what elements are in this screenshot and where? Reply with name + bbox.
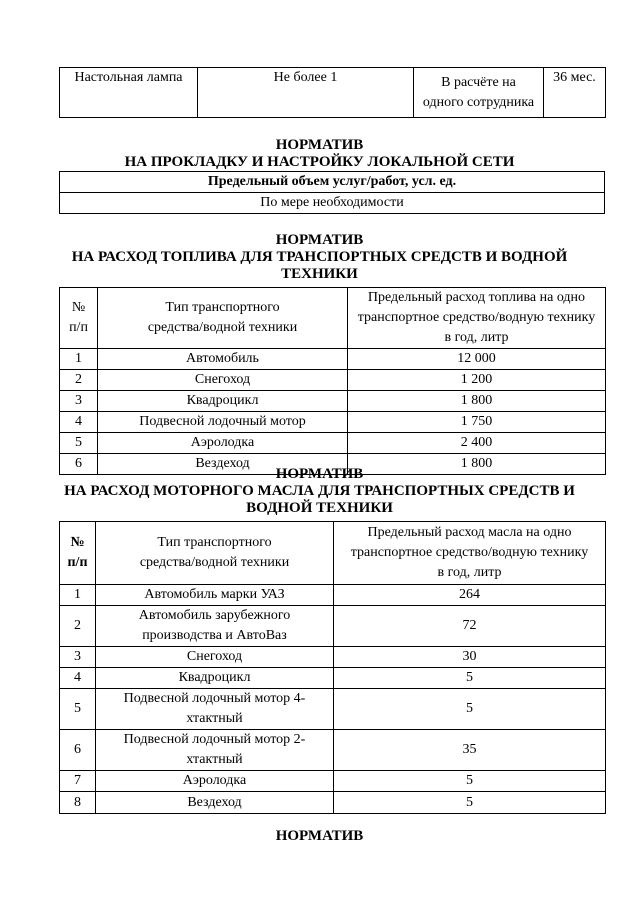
oil-col1-line1: № bbox=[70, 535, 85, 550]
next-title-line1: НОРМАТИВ bbox=[275, 828, 364, 844]
oil-title-line1: НОРМАТИВ bbox=[275, 466, 364, 482]
fuel-row-type: Подвесной лодочный мотор bbox=[98, 412, 348, 433]
table-row bbox=[60, 585, 606, 606]
fuel-col2-line1: Тип транспортного bbox=[165, 300, 280, 315]
oil-row-value: 35 bbox=[334, 730, 606, 771]
oil-row-type bbox=[96, 689, 334, 730]
fuel-row-value: 1 200 bbox=[348, 370, 606, 391]
fuel-col2-header bbox=[98, 288, 348, 349]
table-row bbox=[60, 68, 606, 118]
network-header-cell: Предельный объем услуг/работ, усл. ед. bbox=[60, 172, 605, 193]
oil-row-number: 6 bbox=[60, 730, 96, 771]
oil-row-type: Вездеход bbox=[96, 792, 334, 814]
oil-row-type: Квадроцикл bbox=[96, 668, 334, 689]
lamp-name-cell: Настольная лампа bbox=[60, 68, 198, 118]
oil-row-value: 5 bbox=[334, 792, 606, 814]
fuel-row-type: Аэролодка bbox=[98, 433, 348, 454]
fuel-row-value: 1 800 bbox=[348, 454, 606, 475]
oil-row-type bbox=[96, 606, 334, 647]
table-row bbox=[60, 370, 606, 391]
fuel-title-line1: НОРМАТИВ bbox=[275, 232, 364, 248]
table-row bbox=[60, 647, 606, 668]
table-row bbox=[60, 668, 606, 689]
oil-row-type: Снегоход bbox=[96, 647, 334, 668]
oil-col1-header bbox=[60, 522, 96, 585]
oil-col3-line3: в год, литр bbox=[437, 565, 502, 580]
fuel-row-number: 5 bbox=[60, 433, 98, 454]
fuel-row-number: 4 bbox=[60, 412, 98, 433]
oil-table bbox=[59, 521, 606, 814]
oil-row-number: 5 bbox=[60, 689, 96, 730]
lamp-basis-line2: одного сотрудника bbox=[422, 94, 535, 110]
oil-row-value: 30 bbox=[334, 647, 606, 668]
fuel-col1-header bbox=[60, 288, 98, 349]
oil-title-line2: НА РАСХОД МОТОРНОГО МАСЛА ДЛЯ ТРАНСПОРТНЫХ СРЕДСТВ И bbox=[64, 483, 575, 499]
fuel-row-value: 1 750 bbox=[348, 412, 606, 433]
fuel-col3-line3: в год, литр bbox=[444, 330, 509, 345]
oil-row-type: Автомобиль марки УАЗ bbox=[96, 585, 334, 606]
table-row bbox=[60, 771, 606, 792]
oil-row-type-line1: Подвесной лодочный мотор 2- bbox=[123, 732, 306, 747]
fuel-heading bbox=[0, 232, 639, 283]
fuel-col3-line1: Предельный расход топлива на одно bbox=[367, 290, 586, 305]
oil-row-type-line2: производства и АвтоВаз bbox=[142, 628, 287, 643]
fuel-row-number: 2 bbox=[60, 370, 98, 391]
table-row bbox=[60, 172, 605, 193]
table-row bbox=[60, 730, 606, 771]
lamp-basis-cell bbox=[414, 68, 544, 118]
fuel-row-value: 12 000 bbox=[348, 349, 606, 370]
oil-row-value: 264 bbox=[334, 585, 606, 606]
lamp-quantity-cell: Не более 1 bbox=[198, 68, 414, 118]
fuel-row-type: Автомобиль bbox=[98, 349, 348, 370]
oil-row-number: 2 bbox=[60, 606, 96, 647]
oil-row-type bbox=[96, 730, 334, 771]
fuel-row-number: 3 bbox=[60, 391, 98, 412]
oil-row-type: Аэролодка bbox=[96, 771, 334, 792]
table-row bbox=[60, 606, 606, 647]
oil-heading bbox=[0, 466, 639, 517]
table-row bbox=[60, 433, 606, 454]
fuel-col1-line1: № bbox=[71, 300, 86, 315]
fuel-col3-line2: транспортное средство/водную технику bbox=[357, 310, 596, 325]
fuel-row-type: Снегоход bbox=[98, 370, 348, 391]
oil-row-value: 5 bbox=[334, 771, 606, 792]
table-row bbox=[60, 412, 606, 433]
oil-row-number: 4 bbox=[60, 668, 96, 689]
fuel-title-line2: НА РАСХОД ТОПЛИВА ДЛЯ ТРАНСПОРТНЫХ СРЕДСТВ И ВОДНОЙ bbox=[71, 249, 568, 265]
oil-title-line3: ВОДНОЙ ТЕХНИКИ bbox=[246, 500, 393, 516]
oil-row-type-line2: хтактный bbox=[186, 752, 243, 767]
oil-col2-line2: средства/водной техники bbox=[139, 555, 290, 570]
table-row bbox=[60, 349, 606, 370]
oil-row-type-line2: хтактный bbox=[186, 711, 243, 726]
fuel-row-type: Квадроцикл bbox=[98, 391, 348, 412]
oil-col3-header bbox=[334, 522, 606, 585]
network-table bbox=[59, 171, 605, 214]
oil-row-number: 3 bbox=[60, 647, 96, 668]
network-title-line1: НОРМАТИВ bbox=[275, 137, 364, 153]
oil-col2-line1: Тип транспортного bbox=[157, 535, 272, 550]
table-row bbox=[60, 689, 606, 730]
network-title-line2: НА ПРОКЛАДКУ И НАСТРОЙКУ ЛОКАЛЬНОЙ СЕТИ bbox=[124, 154, 515, 170]
table-row bbox=[60, 522, 606, 585]
fuel-col1-line2: п/п bbox=[69, 320, 88, 335]
fuel-row-value: 1 800 bbox=[348, 391, 606, 412]
fuel-row-type: Вездеход bbox=[98, 454, 348, 475]
network-heading bbox=[0, 137, 639, 171]
oil-row-type-line1: Автомобиль зарубежного bbox=[138, 608, 291, 623]
table-row bbox=[60, 391, 606, 412]
table-row bbox=[60, 288, 606, 349]
fuel-row-number: 6 bbox=[60, 454, 98, 475]
oil-col1-line2: п/п bbox=[67, 555, 88, 570]
oil-row-type-line1: Подвесной лодочный мотор 4- bbox=[123, 691, 306, 706]
oil-row-number: 7 bbox=[60, 771, 96, 792]
table-row bbox=[60, 193, 605, 214]
network-value-cell: По мере необходимости bbox=[60, 193, 605, 214]
oil-col3-line1: Предельный расход масла на одно bbox=[367, 525, 572, 540]
oil-row-number: 8 bbox=[60, 792, 96, 814]
next-heading bbox=[0, 828, 639, 845]
fuel-col3-header bbox=[348, 288, 606, 349]
fuel-table bbox=[59, 287, 606, 475]
oil-row-value: 72 bbox=[334, 606, 606, 647]
fuel-col2-line2: средства/водной техники bbox=[147, 320, 298, 335]
table-row bbox=[60, 792, 606, 814]
lamp-basis-line1: В расчёте на bbox=[441, 74, 516, 90]
lamp-term-cell: 36 мес. bbox=[544, 68, 606, 118]
oil-row-number: 1 bbox=[60, 585, 96, 606]
fuel-row-value: 2 400 bbox=[348, 433, 606, 454]
lamp-table bbox=[59, 67, 606, 118]
oil-row-value: 5 bbox=[334, 668, 606, 689]
oil-col3-line2: транспортное средство/водную технику bbox=[350, 545, 589, 560]
fuel-title-line3: ТЕХНИКИ bbox=[281, 266, 358, 282]
oil-row-value: 5 bbox=[334, 689, 606, 730]
fuel-row-number: 1 bbox=[60, 349, 98, 370]
oil-col2-header bbox=[96, 522, 334, 585]
